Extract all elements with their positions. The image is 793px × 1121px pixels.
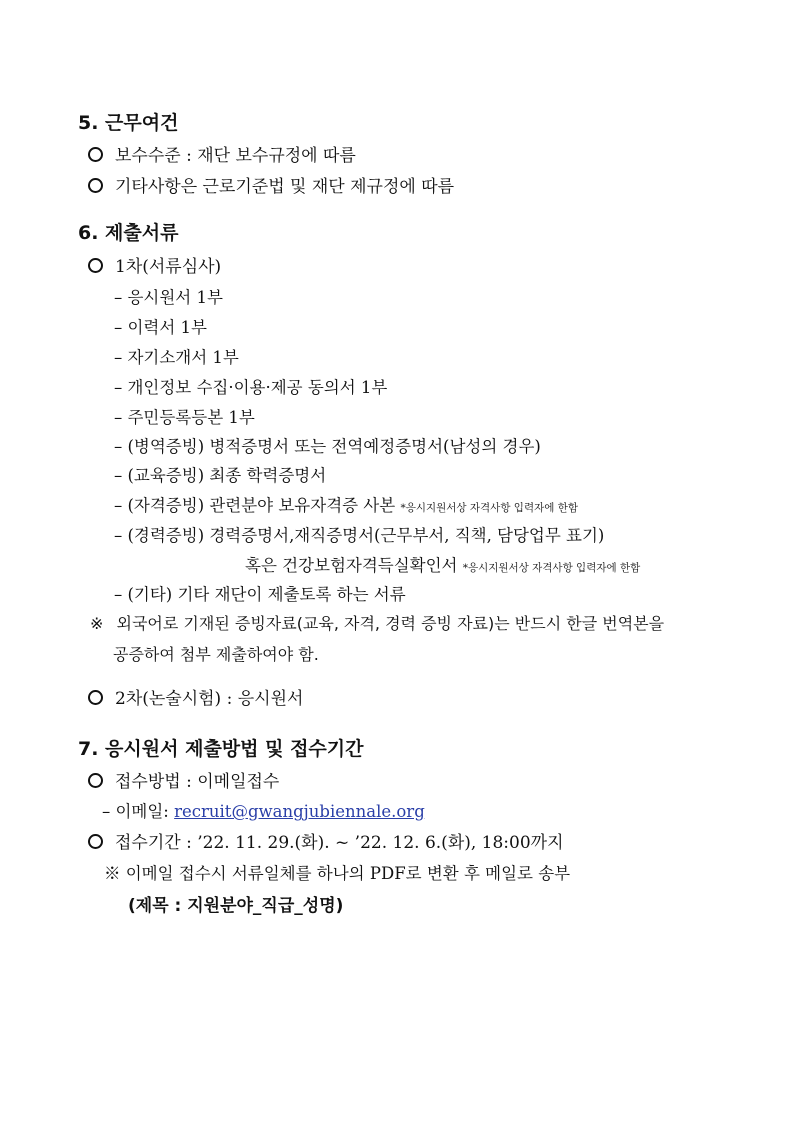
doc-item-continued: 혹은 건강보험자격득실확인서 *응시지원서상 자격사항 입력자에 한함	[245, 556, 641, 575]
submission-period: 접수기간 : ’22. 11. 29.(화). ~ ’22. 12. 6.(화), 18:00까지	[88, 828, 564, 853]
doc-item: – (기타) 기타 재단이 제출토록 하는 서류	[114, 585, 406, 604]
section-6-title: 6. 제출서류	[78, 222, 179, 244]
section-5-item-1: 보수수준 : 재단 보수규정에 따름	[88, 141, 356, 166]
section-5-title: 5. 근무여건	[78, 112, 179, 134]
notice-mark: ※	[90, 614, 104, 633]
submission-method: 접수방법 : 이메일접수	[88, 767, 279, 792]
doc-item: – 자기소개서 1부	[114, 348, 239, 367]
email-line: – 이메일: recruit@gwangjubiennale.org	[102, 802, 425, 821]
circle-bullet-icon	[88, 773, 103, 788]
doc-item: – (자격증빙) 관련분야 보유자격증 사본 *응시지원서상 자격사항 입력자에 한함	[114, 496, 579, 515]
doc-item: – (병역증빙) 병적증명서 또는 전역예정증명서(남성의 경우)	[114, 437, 541, 456]
doc-item: – (경력증빙) 경력증명서,재직증명서(근무부서, 직책, 담당업무 표기)	[114, 526, 605, 545]
section-5-item-2: 기타사항은 근로기준법 및 재단 제규정에 따름	[88, 172, 454, 197]
round-2-label: 2차(논술시험) : 응시원서	[88, 684, 303, 709]
notice-line-2: 공증하여 첨부 제출하여야 함.	[113, 645, 319, 664]
circle-bullet-icon	[88, 178, 103, 193]
notice-line-1: ※ 외국어로 기재된 증빙자료(교육, 자격, 경력 증빙 자료)는 반드시 한글 번역본을	[90, 614, 665, 633]
doc-item: – 주민등록등본 1부	[114, 408, 255, 427]
circle-bullet-icon	[88, 690, 103, 705]
email-link[interactable]: recruit@gwangjubiennale.org	[174, 802, 425, 821]
section-7-title: 7. 응시원서 제출방법 및 접수기간	[78, 738, 364, 760]
qualification-note: *응시지원서상 자격사항 입력자에 한함	[462, 562, 641, 574]
doc-item: – (교육증빙) 최종 학력증명서	[114, 466, 327, 485]
doc-item: – 응시원서 1부	[114, 288, 223, 307]
circle-bullet-icon	[88, 258, 103, 273]
circle-bullet-icon	[88, 147, 103, 162]
email-note: ※ 이메일 접수시 서류일체를 하나의 PDF로 변환 후 메일로 송부	[104, 864, 571, 883]
email-subject-format: (제목 : 지원분야_직급_성명)	[128, 896, 344, 916]
doc-item: – 개인정보 수집·이용·제공 동의서 1부	[114, 378, 388, 397]
round-1-label: 1차(서류심사)	[88, 252, 221, 277]
circle-bullet-icon	[88, 834, 103, 849]
doc-item: – 이력서 1부	[114, 318, 207, 337]
qualification-note: *응시지원서상 자격사항 입력자에 한함	[400, 502, 579, 514]
